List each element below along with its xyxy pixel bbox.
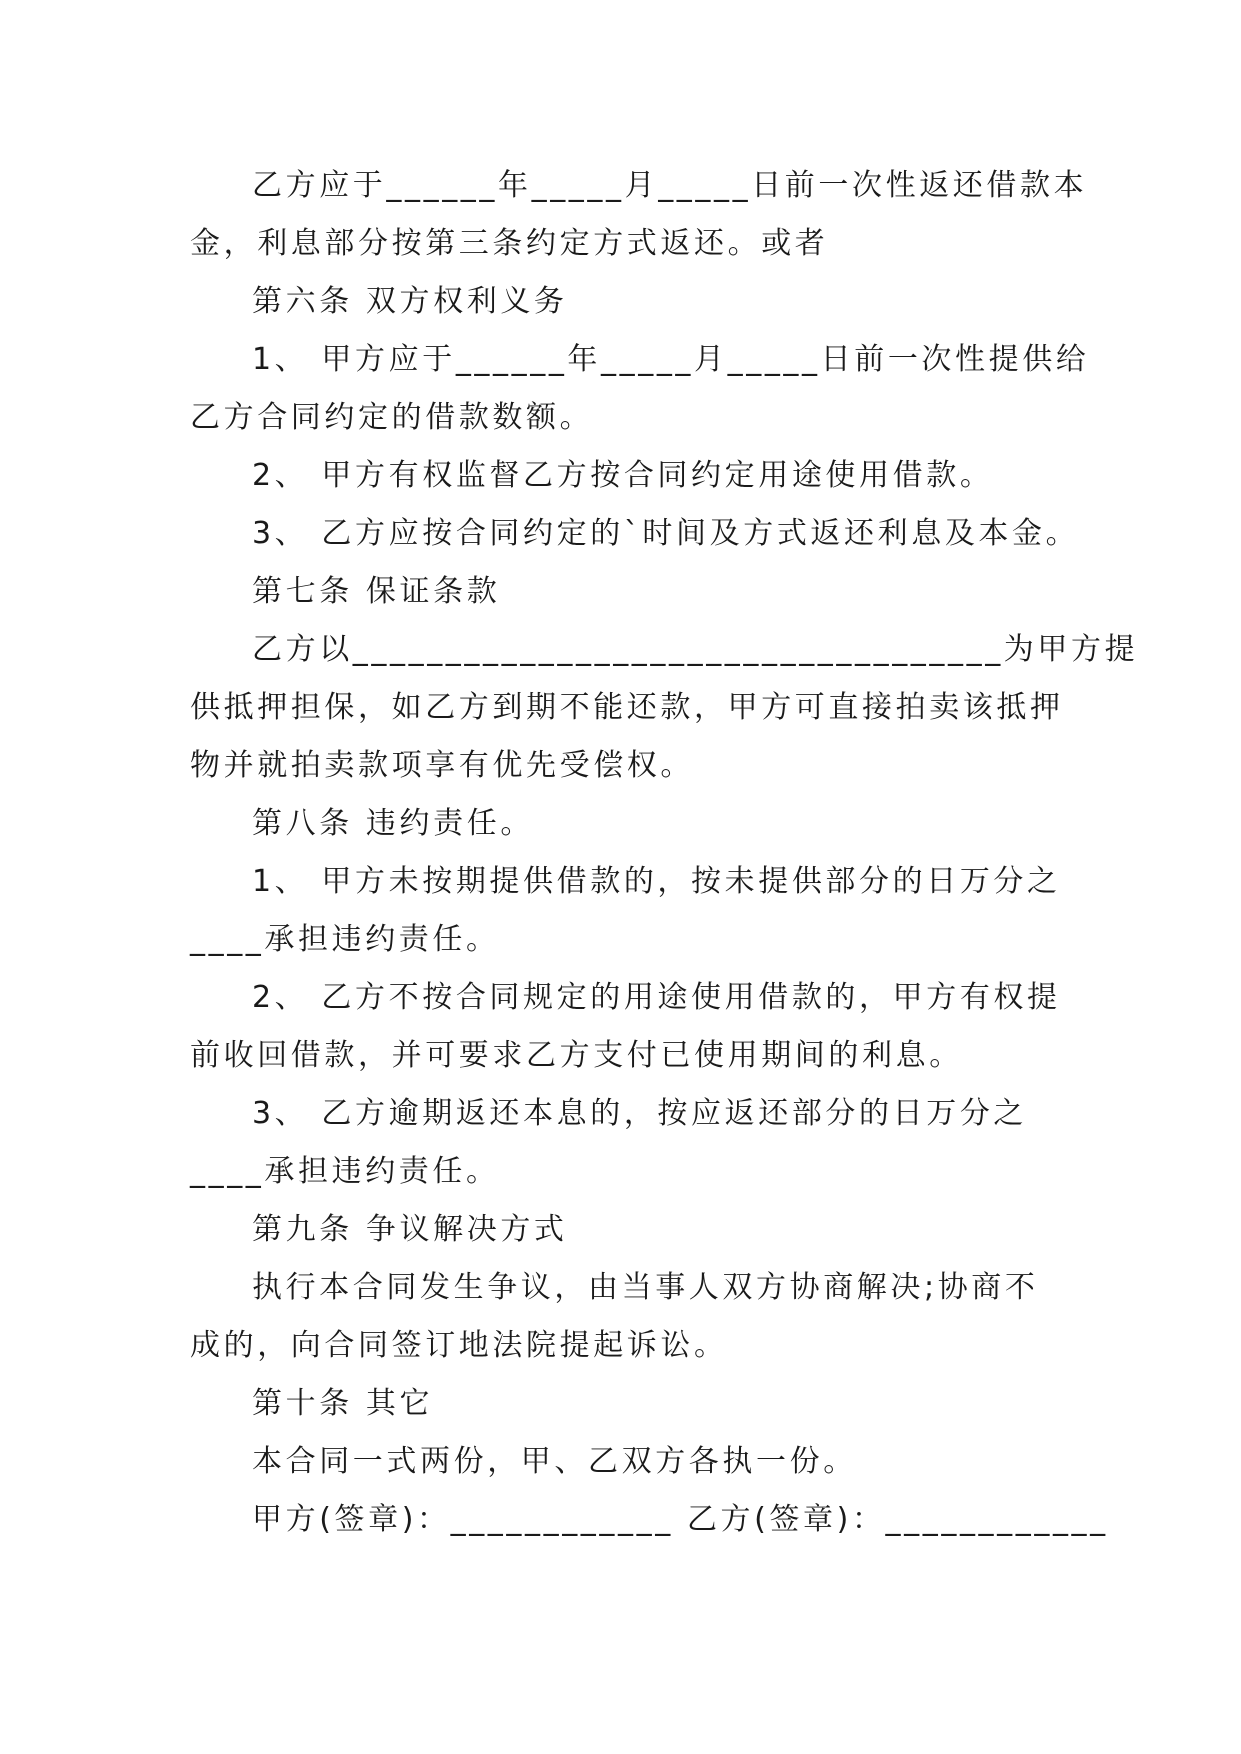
paragraph-line: 物并就拍卖款项享有优先受偿权。	[190, 748, 694, 783]
paragraph-line: 成的，向合同签订地法院提起诉讼。	[190, 1328, 728, 1363]
section-heading: 第九条 争议解决方式	[252, 1212, 568, 1247]
paragraph-line: 3、 乙方逾期返还本息的，按应返还部分的日万分之	[252, 1096, 1028, 1131]
paragraph-line: 1、 甲方应于______年_____月_____日前一次性提供给	[252, 342, 1090, 377]
section-heading: 第十条 其它	[252, 1386, 434, 1421]
paragraph-line: ____承担违约责任。	[190, 922, 500, 957]
paragraph-line: 本合同一式两份，甲、乙双方各执一份。	[252, 1444, 857, 1479]
paragraph-line: 乙方应于______年_____月_____日前一次性返还借款本	[252, 168, 1088, 203]
signature-line: 甲方(签章)：____________ 乙方(签章)：____________	[252, 1502, 1109, 1537]
paragraph-line: ____承担违约责任。	[190, 1154, 500, 1189]
paragraph-line: 1、 甲方未按期提供借款的，按未提供部分的日万分之	[252, 864, 1061, 899]
paragraph-line: 供抵押担保，如乙方到期不能还款，甲方可直接拍卖该抵押	[190, 690, 1064, 725]
paragraph-line: 乙方以___________________________________为甲方提	[252, 632, 1139, 667]
paragraph-line: 执行本合同发生争议，由当事人双方协商解决;协商不	[252, 1270, 1039, 1305]
paragraph-line: 2、 甲方有权监督乙方按合同约定用途使用借款。	[252, 458, 994, 493]
paragraph-line: 2、 乙方不按合同规定的用途使用借款的，甲方有权提	[252, 980, 1061, 1015]
section-heading: 第六条 双方权利义务	[252, 284, 568, 319]
section-heading: 第八条 违约责任。	[252, 806, 534, 841]
paragraph-line: 金，利息部分按第三条约定方式返还。或者	[190, 226, 829, 261]
paragraph-line: 3、 乙方应按合同约定的`时间及方式返还利息及本金。	[252, 516, 1080, 551]
paragraph-line: 乙方合同约定的借款数额。	[190, 400, 594, 435]
paragraph-line: 前收回借款，并可要求乙方支付已使用期间的利息。	[190, 1038, 963, 1073]
section-heading: 第七条 保证条款	[252, 574, 501, 609]
